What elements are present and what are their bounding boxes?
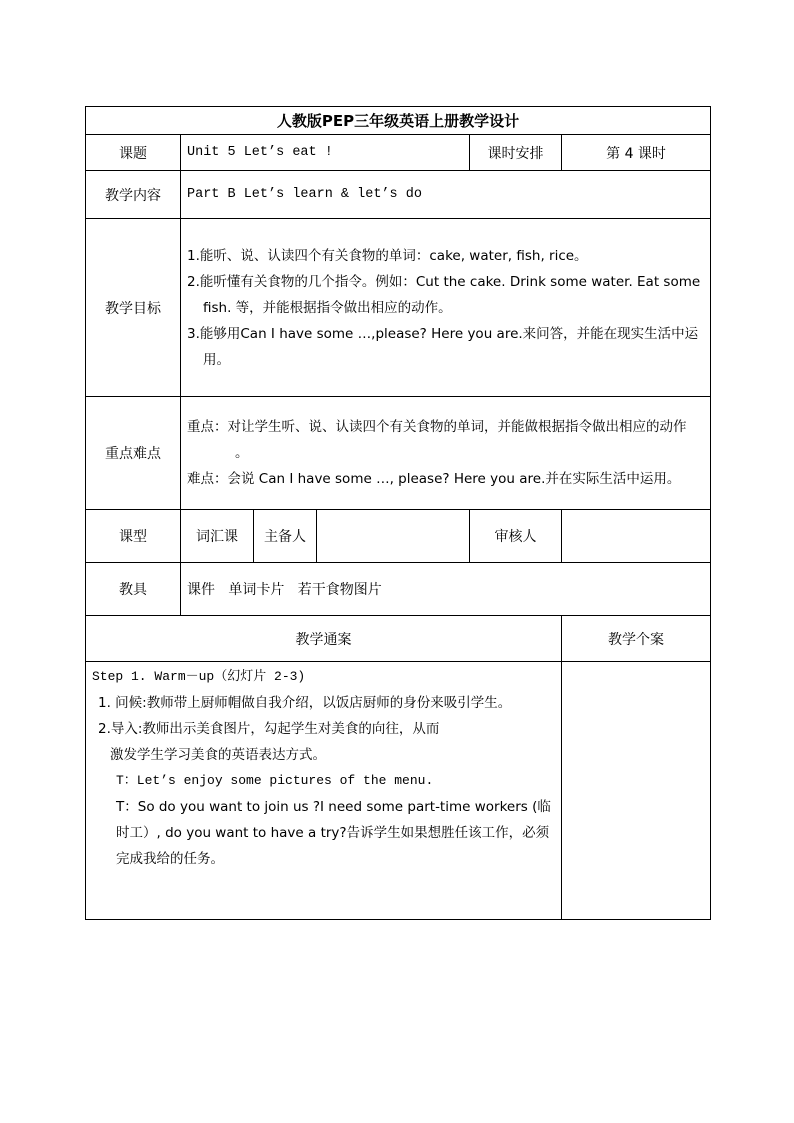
goals-row <box>86 219 711 397</box>
content-value: Part B Let’s learn & let’s do <box>181 171 711 219</box>
lesson-plan-page <box>85 106 710 920</box>
topic-row <box>86 135 711 171</box>
goals-label: 教学目标 <box>86 219 181 397</box>
difficulty-label: 重点难点 <box>86 397 181 510</box>
tools-row <box>86 563 711 616</box>
lesson-plan-table <box>85 106 711 920</box>
step-item-intro-line1: 2.导入:教师出示美食图片，勾起学生对美食的向往，从而 <box>98 721 440 737</box>
type-label: 课型 <box>86 510 181 563</box>
schedule-label: 课时安排 <box>470 135 562 171</box>
topic-label: 课题 <box>86 135 181 171</box>
tools-value: 课件 单词卡片 若干食物图片 <box>181 563 711 616</box>
preparer-label: 主备人 <box>254 510 317 563</box>
teacher-line-2: T：So do you want to join us ?I need some part-time workers (临时工）, do you want to have a try?告诉学生如果想胜任该工作，必须完成我给的任务。 <box>116 799 551 867</box>
title-row <box>86 107 711 135</box>
steps-content <box>86 662 562 920</box>
reviewer-label: 审核人 <box>470 510 562 563</box>
reviewer-value <box>562 510 711 563</box>
step-item-intro-line2: 激发学生学习美食的英语表达方式。 <box>110 747 326 763</box>
difficult-point: 难点：会说 Can I have some …, please? Here you are.并在实际生活中运用。 <box>187 471 681 487</box>
preparer-value <box>317 510 470 563</box>
type-row <box>86 510 711 563</box>
schedule-value: 第 4 课时 <box>562 135 711 171</box>
goal-item-2: 2.能听懂有关食物的几个指令。例如：Cut the cake. Drink some water. Eat some fish. 等，并能根据指令做出相应的动作。 <box>187 273 701 316</box>
difficulty-row <box>86 397 711 510</box>
topic-value: Unit 5 Let’s eat ! <box>181 135 470 171</box>
individual-plan-cell <box>562 662 711 920</box>
plan-header-row <box>86 616 711 662</box>
teacher-line-1: T：Let’s enjoy some pictures of the menu. <box>116 773 434 788</box>
document-title: 人教版PEP三年级英语上册教学设计 <box>86 107 711 135</box>
step-item-greeting: 1. 问候:教师带上厨师帽做自我介绍，以饭店厨师的身份来吸引学生。 <box>98 695 512 711</box>
key-point: 重点：对让学生听、说、认读四个有关食物的单词，并能做根据指令做出相应的动作 。 <box>187 419 687 461</box>
common-plan-header: 教学通案 <box>86 616 562 662</box>
content-row <box>86 171 711 219</box>
content-label: 教学内容 <box>86 171 181 219</box>
step-heading: Step 1. Warm－up（幻灯片 2-3) <box>92 669 306 684</box>
type-value: 词汇课 <box>181 510 254 563</box>
goal-item-3: 3.能够用Can I have some …,please? Here you are.来问答，并能在现实生活中运用。 <box>187 325 699 368</box>
individual-plan-header: 教学个案 <box>562 616 711 662</box>
difficulty-content <box>181 397 711 510</box>
steps-row <box>86 662 711 920</box>
goals-list <box>181 219 711 397</box>
tools-label: 教具 <box>86 563 181 616</box>
goal-item-1: 1.能听、说、认读四个有关食物的单词：cake, water, fish, rice。 <box>187 247 588 264</box>
